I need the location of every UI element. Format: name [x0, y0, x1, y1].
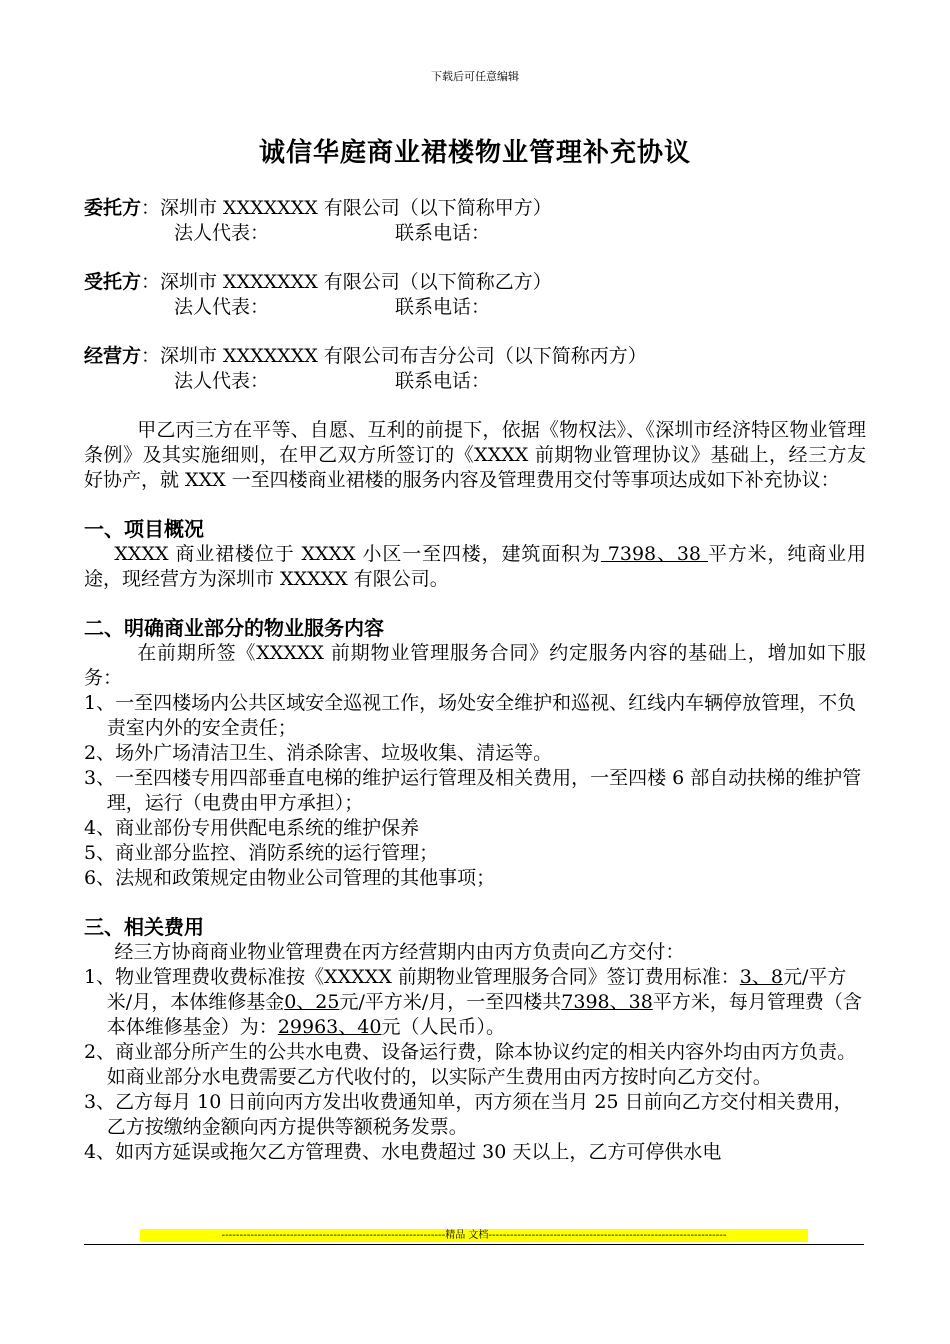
section-2-intro: 在前期所签《XXXXX 前期物业管理服务合同》约定服务内容的基础上，增加如下服务： [84, 642, 866, 689]
party-client [84, 196, 866, 246]
area-value: 7398、38 [561, 991, 653, 1013]
fee-value: 29963、40 [277, 1016, 382, 1038]
list-item: 6、法规和政策规定由物业公司管理的其他事项； [84, 867, 496, 889]
rate-value: 3、8 [739, 966, 783, 988]
section-3-title: 三、相关费用 [84, 915, 204, 939]
header-note: 下载后可任意编辑 [431, 70, 519, 83]
phone-label: 联系电话： [395, 296, 491, 318]
party-operator [84, 344, 866, 394]
legal-rep-label: 法人代表： [174, 222, 270, 244]
phone-label: 联系电话： [395, 370, 491, 392]
party-company: ：深圳市 XXXXXXX 有限公司（以下简称乙方） [141, 271, 552, 293]
section-3-intro: 经三方协商商业物业管理费在丙方经营期内由丙方负责向乙方交付： [114, 941, 685, 963]
footer-watermark: --------------------------------------------------------------精品 文档------------------------------------------------------------------ [140, 1229, 808, 1242]
list-item: 5、商业部分监控、消防系统的运行管理； [84, 842, 439, 864]
party-company: ：深圳市 XXXXXXX 有限公司（以下简称甲方） [141, 197, 552, 219]
party-role: 委托方 [84, 197, 142, 219]
list-item: 3、一至四楼专用四部垂直电梯的维护运行管理及相关费用，一至四楼 6 部自动扶梯的维护管理，运行（电费由甲方承担）； [84, 767, 862, 814]
list-item: 3、乙方每月 10 日前向丙方发出收费通知单，丙方须在当月 25 日前向乙方交付相关费用，乙方按缴纳金额向丙方提供等额税务发票。 [84, 1091, 853, 1138]
document-body [84, 196, 866, 1165]
legal-rep-label: 法人代表： [174, 296, 270, 318]
section-1-title: 一、项目概况 [84, 517, 204, 541]
list-item: 2、商业部分所产生的公共水电费、设备运行费，除本协议约定的相关内容外均由丙方负责。如商业部分水电费需要乙方代收付的，以实际产生费用由丙方按时向乙方交付。 [84, 1041, 857, 1088]
phone-label: 联系电话： [395, 222, 491, 244]
legal-rep-label: 法人代表： [174, 370, 270, 392]
document-title: 诚信华庭商业裙楼物业管理补充协议 [258, 138, 691, 168]
party-role: 受托方 [84, 271, 142, 293]
list-item: 4、如丙方延误或拖欠乙方管理费、水电费超过 30 天以上，乙方可停供水电 [84, 1141, 722, 1163]
list-item: 2、场外广场清洁卫生、消杀除害、垃圾收集、清运等。 [84, 742, 553, 764]
list-item: 1、物业管理费收费标准按《XXXXX 前期物业管理服务合同》签订费用标准：3、8元/平方米/月，本体维修基金0、25元/平方米/月，一至四楼共7398、38平方米，每月管理费（含本体维修基金）为：29963、40元（人民币）。 [84, 966, 862, 1038]
fund-value: 0、25 [284, 991, 340, 1013]
party-trustee [84, 270, 866, 320]
section-1-text: XXXX 商业裙楼位于 XXXX 小区一至四楼，建筑面积为 7398、38 平方米，纯商业用途，现经营方为深圳市 XXXXX 有限公司。 [84, 543, 866, 590]
fee-list [84, 965, 866, 1165]
area-value: 7398、38 [600, 543, 708, 565]
list-item: 1、一至四楼场内公共区域安全巡视工作，场处安全维护和巡视、红线内车辆停放管理，不负责室内外的安全责任； [84, 692, 857, 739]
list-item: 4、商业部份专用供配电系统的维护保养 [84, 817, 420, 839]
service-list [84, 691, 866, 891]
party-company: ：深圳市 XXXXXXX 有限公司布吉分公司（以下简称丙方） [141, 345, 647, 367]
footer-divider [84, 1244, 864, 1245]
intro-paragraph: 甲乙丙三方在平等、自愿、互利的前提下，依据《物权法》、《深圳市经济特区物业管理条例》及其实施细则，在甲乙双方所签订的《XXXX 前期物业管理协议》基础上，经三方友好协产，就 XXX 一至四楼商业裙楼的服务内容及管理费用交付等事项达成如下补充协议： [84, 419, 866, 491]
section-2-title: 二、明确商业部分的物业服务内容 [84, 616, 384, 640]
party-role: 经营方 [84, 345, 142, 367]
